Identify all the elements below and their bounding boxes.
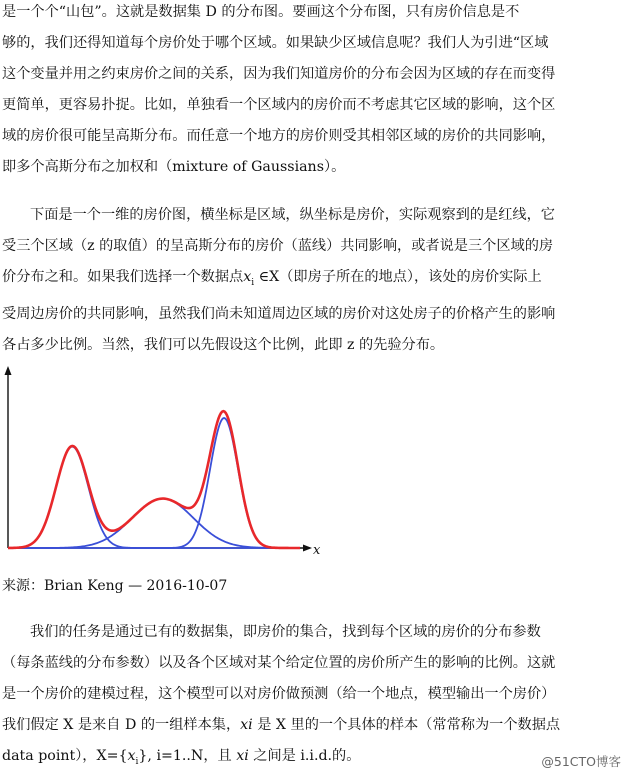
- text-line: 我们的任务是通过已有的数据集，即房价的集合，找到每个区域的房价的分布参数: [30, 624, 541, 640]
- text-line: 是一个房价的建模过程，这个模型可以对房价做预测（给一个地点，模型输出一个房价）: [2, 686, 556, 702]
- text-line: 这个变量并用之约束房价之间的关系，因为我们知道房价的分布会因为区域的存在而变得: [2, 66, 556, 82]
- gaussian-component-blue-3: [8, 418, 300, 548]
- site-watermark: @51CTO博客: [541, 754, 621, 769]
- text-line: 更简单，更容易扑捉。比如，单独看一个区域内的房价而不考虑其它区域的影响，这个区: [2, 97, 556, 113]
- figure-caption: 来源：Brian Keng — 2016-10-07: [2, 578, 228, 594]
- subscript-i: i: [135, 756, 139, 767]
- text-line: [2, 262, 626, 299]
- paragraph-mixture-intro: [2, 0, 626, 183]
- text-segment: }, i=1..N，且: [138, 748, 237, 764]
- text-segment: data point），X={: [2, 748, 128, 764]
- text-segment: ∈X（即房子所在的地点），该处的房价实际上: [254, 269, 542, 285]
- x-axis-arrow: [303, 545, 312, 552]
- text-line: 即多个高斯分布之加权和（mixture of Gaussians）。: [2, 159, 346, 175]
- gaussian-mixture-chart: [0, 362, 330, 562]
- variable-x: x: [243, 269, 252, 285]
- text-line: [2, 710, 626, 741]
- text-line: 受三个区域（z 的取值）的呈高斯分布的房价（蓝线）共同影响，或者说是三个区域的房: [2, 238, 554, 254]
- text-line: 下面是一个一维的房价图，横坐标是区域，纵坐标是房价，实际观察到的是红线，它: [30, 207, 555, 223]
- gaussian-component-blue-1: [8, 447, 300, 548]
- text-segment: 价分布之和。如果我们选择一个数据点: [2, 269, 244, 285]
- text-line: 受周边房价的共同影响，虽然我们尚未知道周边区域的房价对这处房子的价格产生的影响: [2, 305, 556, 322]
- variable-xi: xi: [240, 717, 253, 733]
- text-line: [2, 741, 626, 778]
- subscript-i: i: [251, 277, 255, 288]
- mixture-curve-red: [8, 411, 300, 548]
- variable-x: x: [127, 748, 136, 764]
- text-segment: 我们假定 X 是来自 D 的一组样本集，: [2, 717, 241, 733]
- text-line: 各占多少比例。当然，我们可以先假设这个比例，此即 z 的先验分布。: [2, 336, 445, 353]
- text-line: 域的房价很可能呈高斯分布。而任意一个地方的房价则受其相邻区域的房价的共同影响，: [2, 128, 556, 144]
- variable-xi: xi: [236, 748, 249, 764]
- paragraph-chart-description: [2, 200, 626, 361]
- paragraph-modeling-task: [2, 617, 626, 778]
- y-axis-arrow: [5, 366, 12, 375]
- text-line: 够的，我们还得知道每个房价处于哪个区域。如果缺少区域信息呢？我们人为引进“区域: [2, 35, 549, 51]
- text-line: （每条蓝线的分布参数）以及各个区域对某个给定位置的房价所产生的影响的比例。这就: [2, 655, 556, 671]
- text-segment: 是 X 里的一个具体的样本（常常称为一个数据点: [252, 717, 561, 733]
- x-axis-label: x: [313, 543, 321, 558]
- text-segment: 之间是 i.i.d.的。: [248, 748, 361, 764]
- text-line: 是一个个“山包”。这就是数据集 D 的分布图。要画这个分布图，只有房价信息是不: [2, 4, 520, 20]
